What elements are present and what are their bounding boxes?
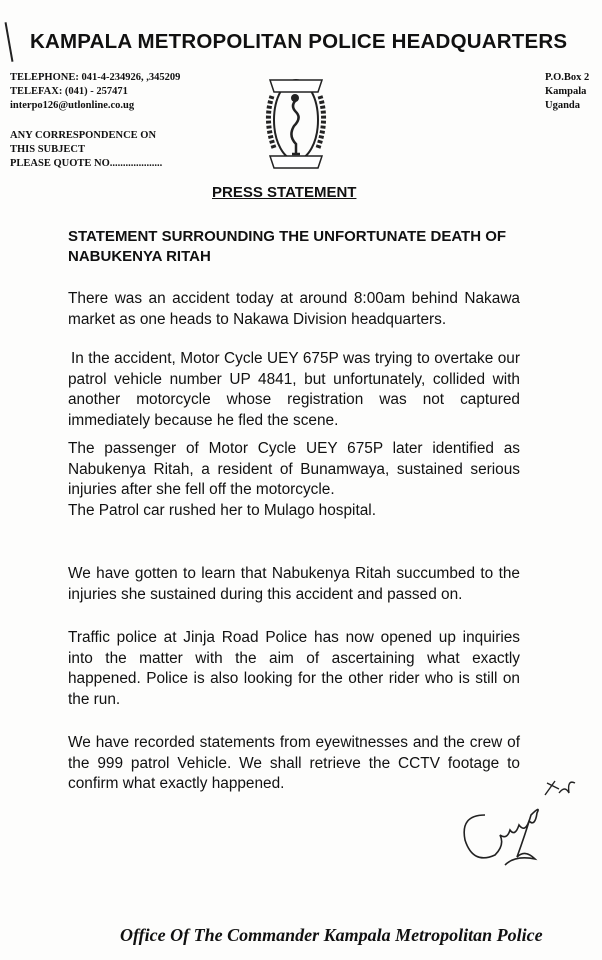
contact-block xyxy=(10,71,180,113)
paragraph: The Patrol car rushed her to Mulago hospital. xyxy=(68,502,376,519)
paragraph: Traffic police at Jinja Road Police has now opened up inquiries into the matter with the aim of ascertaining what exactly happened. Police is also looking for the other rider who is still on the run. xyxy=(68,629,520,708)
correspondence-line: PLEASE QUOTE NO.................... xyxy=(10,158,163,169)
correspondence-line: ANY CORRESPONDENCE ON xyxy=(10,130,157,141)
pen-mark xyxy=(5,22,14,62)
email: interpo126@utlonline.co.ug xyxy=(10,100,135,111)
city: Kampala xyxy=(545,86,587,97)
police-crest-logo xyxy=(262,66,330,174)
paragraph: The passenger of Motor Cycle UEY 675P later identified as Nabukenya Ritah, a resident of Bunamwaya, sustained serious injuries after she fell off the motorcycle. xyxy=(68,440,520,498)
document-heading: PRESS STATEMENT xyxy=(212,184,357,201)
paragraph: In the accident, Motor Cycle UEY 675P was trying to overtake our patrol vehicle number UP 4841, but unfortunately, collided with another motorcycle whose registration was not captured immediately because he fled the scene. xyxy=(68,350,520,429)
footer-office: Office Of The Commander Kampala Metropolitan Police xyxy=(120,925,543,945)
country: Uganda xyxy=(545,100,581,111)
organization-name: KAMPALA METROPOLITAN POLICE HEADQUARTERS xyxy=(30,30,568,53)
paragraph: We have recorded statements from eyewitnesses and the crew of the 999 patrol Vehicle. We shall retrieve the CCTV footage to confirm what exactly happened. xyxy=(68,734,520,792)
correspondence-line: THIS SUBJECT xyxy=(10,144,85,155)
telefax: TELEFAX: (041) - 257471 xyxy=(10,86,128,97)
handwritten-signature xyxy=(455,775,595,875)
po-box: P.O.Box 2 xyxy=(545,72,590,83)
correspondence-block xyxy=(10,129,162,171)
address-block xyxy=(545,71,589,113)
statement-title: STATEMENT SURROUNDING THE UNFORTUNATE DEATH OF NABUKENYA RITAH xyxy=(68,228,507,265)
paragraph: There was an accident today at around 8:00am behind Nakawa market as one heads to Nakawa Division headquarters. xyxy=(68,290,520,328)
telephone: TELEPHONE: 041-4-234926, ,345209 xyxy=(10,72,181,83)
paragraph: We have gotten to learn that Nabukenya Ritah succumbed to the injuries she sustained during this accident and passed on. xyxy=(68,565,520,603)
